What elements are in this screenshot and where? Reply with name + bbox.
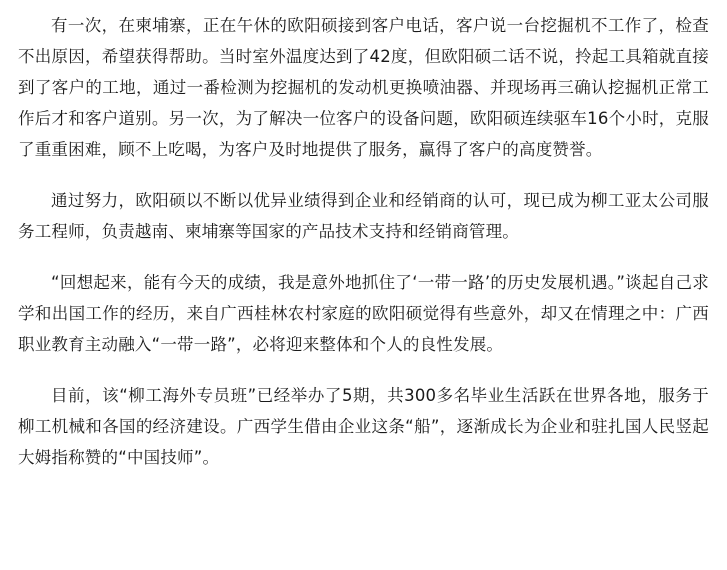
paragraph: “回想起来，能有今天的成绩，我是意外地抓住了‘一带一路’的历史发展机遇。”谈起自己求学和出国工作的经历，来自广西桂林农村家庭的欧阳硕觉得有些意外，却又在情理之中：广西职业教育主动融入“一带一路”，必将迎来整体和个人的良性发展。 <box>18 273 709 354</box>
paragraph: 通过努力，欧阳硕以不断以优异业绩得到企业和经销商的认可，现已成为柳工亚太公司服务工程师，负责越南、柬埔寨等国家的产品技术支持和经销商管理。 <box>18 191 709 241</box>
paragraph: 有一次，在柬埔寨，正在午休的欧阳硕接到客户电话，客户说一台挖掘机不工作了，检查不出原因，希望获得帮助。当时室外温度达到了42度，但欧阳硕二话不说，拎起工具箱就直接到了客户的工地，通过一番检测为挖掘机的发动机更换喷油器、并现场再三确认挖掘机正常工作后才和客户道别。另一次，为了解决一位客户的设备问题，欧阳硕连续驱车16个小时，克服了重重困难，顾不上吃喝，为客户及时地提供了服务，赢得了客户的高度赞誉。 <box>18 16 709 159</box>
paragraph: 目前，该“柳工海外专员班”已经举办了5期，共300多名毕业生活跃在世界各地，服务于柳工机械和各国的经济建设。广西学生借由企业这条“船”，逐渐成长为企业和驻扎国人民竖起大姆指称赞的“中国技师”。 <box>18 386 709 467</box>
